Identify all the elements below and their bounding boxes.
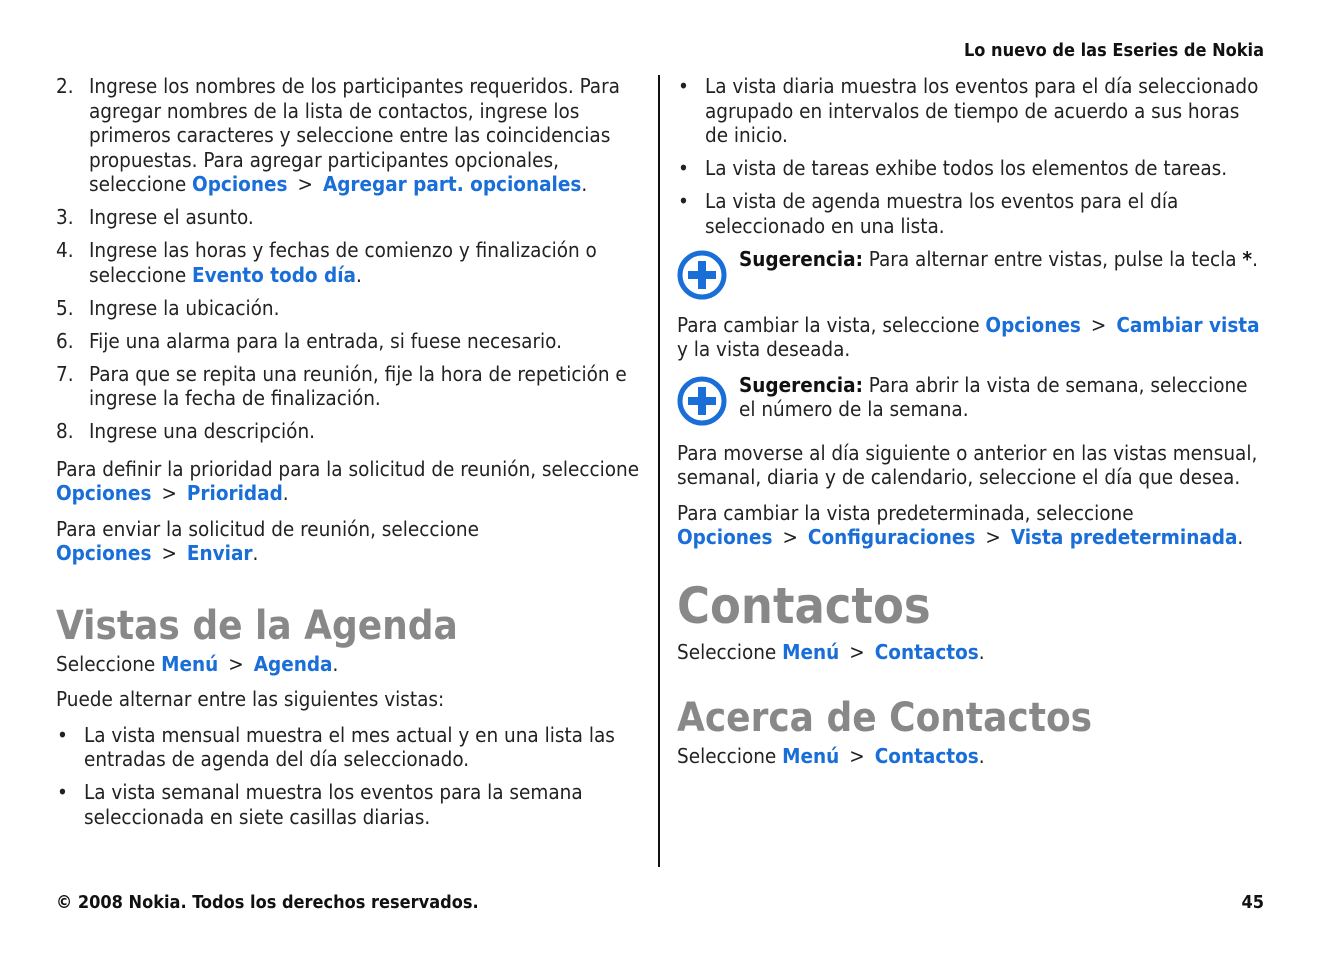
cambiar-vista-link[interactable]: Cambiar vista [1116, 312, 1260, 337]
opciones-link[interactable]: Opciones [677, 525, 773, 549]
move-paragraph: Para moverse al día siguiente o anterior en las vistas mensual, semanal, diaria y de calendario, seleccione el día que desea. [677, 440, 1258, 489]
step-number: 8. [56, 419, 74, 443]
tip-box: Sugerencia: Para abrir la vista de semana, seleccione el número de la semana. [677, 373, 1267, 435]
evento-todo-dia-link[interactable]: Evento todo día [192, 262, 356, 287]
about-select-paragraph: Seleccione Menú > Contactos. [677, 744, 985, 768]
opciones-link[interactable]: Opciones [56, 481, 152, 505]
list-item: 2. Ingrese los nombres de los participantes requeridos. Para agregar nombres de la lista de contactos, ingrese los primeros caracteres y seleccione entre las coincidencias propuestas. Para agregar participantes opcionales, seleccione Opciones > Agregar part. opcionales. [56, 74, 620, 196]
right-column [677, 74, 1267, 780]
page-number: 45 [1241, 892, 1264, 913]
opciones-link[interactable]: Opciones [985, 312, 1081, 337]
step-number: 3. [56, 205, 74, 229]
column-divider [658, 75, 660, 867]
plus-circle-icon [677, 250, 727, 300]
key-asterisk: * [1242, 246, 1253, 271]
opciones-link[interactable]: Opciones [192, 172, 288, 196]
prioridad-link[interactable]: Prioridad [186, 481, 283, 505]
section-title-vistas: Vistas de la Agenda [56, 602, 458, 649]
menu-link[interactable]: Menú [782, 744, 840, 768]
priority-paragraph: Para definir la prioridad para la solicitud de reunión, seleccione Opciones > Prioridad. [56, 456, 640, 505]
step-number: 7. [56, 361, 74, 386]
send-paragraph: Para enviar la solicitud de reunión, seleccione Opciones > Enviar. [56, 516, 479, 565]
contactos-link[interactable]: Contactos [874, 639, 979, 664]
running-header: Lo nuevo de las Eseries de Nokia [963, 40, 1264, 61]
list-item: • La vista mensual muestra el mes actual y en una lista las entradas de agenda del día seleccionado. [56, 723, 648, 772]
menu-link[interactable]: Menú [782, 639, 840, 664]
list-item: 3. Ingrese el asunto. [56, 205, 254, 229]
list-item: 4. Ingrese las horas y fechas de comienzo y finalización o seleccione Evento todo día. [56, 238, 597, 287]
agenda-link[interactable]: Agenda [253, 651, 333, 676]
intro-paragraph: Puede alternar entre las siguientes vistas: [56, 687, 445, 711]
list-item: 6. Fije una alarma para la entrada, si fuese necesario. [56, 328, 562, 353]
views-list-continued [677, 74, 1267, 238]
plus-circle-icon [677, 376, 727, 426]
contactos-link[interactable]: Contactos [874, 744, 979, 768]
vista-predeterminada-link[interactable]: Vista predeterminada [1010, 525, 1238, 549]
step-number: 5. [56, 295, 74, 320]
list-item: • La vista de agenda muestra los eventos para el día seleccionado en una lista. [677, 189, 1267, 238]
configuraciones-link[interactable]: Configuraciones [807, 525, 976, 549]
footer-copyright: © 2008 Nokia. Todos los derechos reservados. [56, 892, 479, 913]
menu-link[interactable]: Menú [161, 651, 219, 676]
section-title-contactos: Contactos [677, 576, 931, 635]
list-item: 7. Para que se repita una reunión, fije la hora de repetición e ingrese la fecha de finalización. [56, 361, 627, 410]
list-item: • La vista semanal muestra los eventos para la semana seleccionada en siete casillas diarias. [56, 780, 648, 829]
section-title-acerca: Acerca de Contactos [677, 695, 1093, 741]
step-number: 4. [56, 238, 74, 262]
list-item: 5. Ingrese la ubicación. [56, 295, 280, 320]
step-number: 6. [56, 328, 74, 353]
tip-label: Sugerencia: [739, 246, 863, 271]
steps-list [56, 74, 648, 444]
agregar-part-opcionales-link[interactable]: Agregar part. opcionales [322, 172, 582, 196]
contacts-select-paragraph: Seleccione Menú > Contactos. [677, 639, 985, 664]
list-item: 8. Ingrese una descripción. [56, 419, 315, 443]
enviar-link[interactable]: Enviar [186, 541, 253, 565]
default-view-paragraph: Para cambiar la vista predeterminada, seleccione Opciones > Configuraciones > Vista predeterminada. [677, 500, 1244, 549]
change-view-paragraph: Para cambiar la vista, seleccione Opciones > Cambiar vista y la vista deseada. [677, 312, 1260, 361]
select-agenda-paragraph: Seleccione Menú > Agenda. [56, 651, 339, 676]
list-item: • La vista diaria muestra los eventos para el día seleccionado agrupado en intervalos de tiempo de acuerdo a sus horas de inicio. [677, 74, 1267, 148]
left-column [56, 74, 648, 838]
opciones-link[interactable]: Opciones [56, 541, 152, 565]
step-number: 2. [56, 74, 74, 98]
views-list [56, 723, 648, 830]
list-item: • La vista de tareas exhibe todos los elementos de tareas. [677, 156, 1267, 181]
tip-label: Sugerencia: [739, 372, 863, 397]
tip-box: Sugerencia: Para alternar entre vistas, pulse la tecla *. [677, 247, 1267, 309]
